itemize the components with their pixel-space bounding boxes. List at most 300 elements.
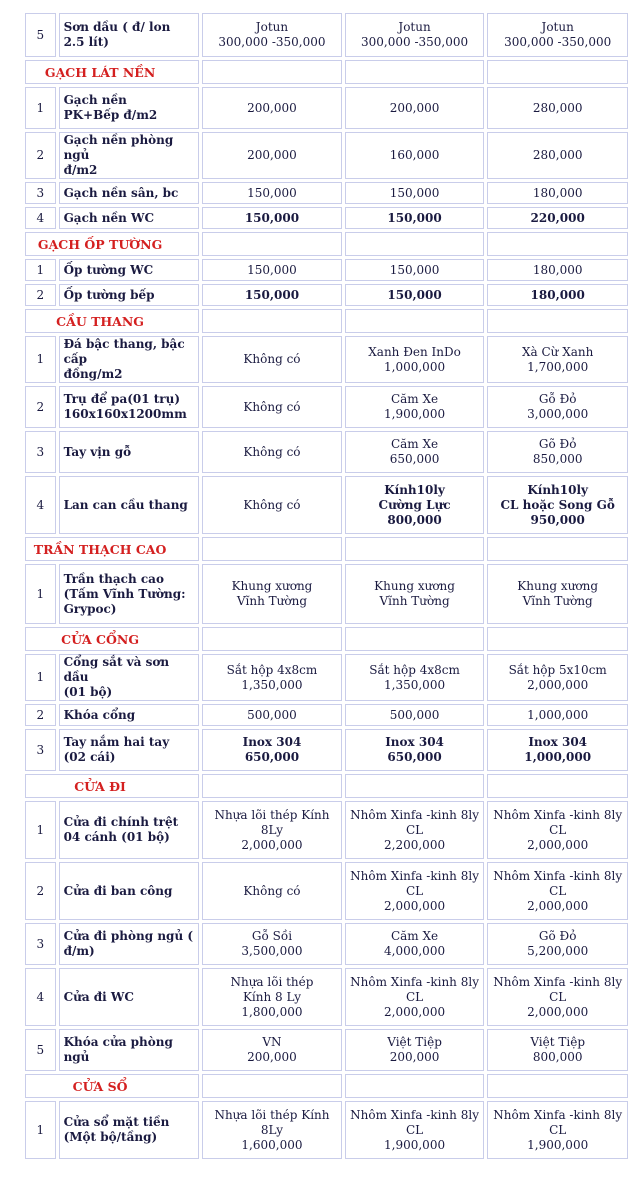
option-3-cell xyxy=(487,654,628,701)
cell-line: 3,500,000 xyxy=(241,944,303,958)
cell-line: Sắt hộp 4x8cm xyxy=(226,662,318,677)
cell-line: Nhựa lõi thép xyxy=(230,974,314,989)
table-row xyxy=(25,923,628,965)
option-3-cell xyxy=(487,1029,628,1071)
section-header-row xyxy=(25,309,628,333)
cell-line: CL xyxy=(405,822,424,837)
cell-line: CL xyxy=(549,822,567,837)
empty-cell xyxy=(345,232,485,256)
cell-line: CL hoặc Song Gỗ xyxy=(500,497,615,512)
empty-cell xyxy=(202,1074,342,1098)
cell-line: Cửa đi chính trệt xyxy=(63,815,179,829)
table-row xyxy=(25,862,628,920)
option-2-cell xyxy=(345,862,485,920)
option-1-cell xyxy=(202,704,342,726)
row-number: 3 xyxy=(25,729,56,771)
item-name-cell xyxy=(59,182,200,204)
option-3-cell xyxy=(487,386,628,428)
cell-line: Nhôm Xinfa -kinh 8ly xyxy=(350,807,479,822)
option-3-cell xyxy=(487,564,628,624)
cell-line: 1,700,000 xyxy=(527,359,589,374)
cell-line: Khóa cửa phòng ngủ xyxy=(63,1035,173,1064)
cell-line: Nhôm Xinfa -kinh 8ly xyxy=(493,1107,623,1122)
cell-line: Kính10ly xyxy=(527,482,589,497)
cell-line: Nhựa lõi thép Kính 8Ly xyxy=(214,1107,330,1137)
cell-line: 500,000 xyxy=(389,707,440,722)
cell-line: 150,000 xyxy=(247,185,297,200)
empty-cell xyxy=(487,309,628,333)
section-header-row xyxy=(25,60,628,84)
row-number: 1 xyxy=(25,259,56,281)
section-title: TRẦN THẠCH CAO xyxy=(25,537,199,561)
cell-line: Xanh Đen InDo xyxy=(368,344,461,359)
cell-line: 160,000 xyxy=(389,148,440,162)
cell-line: Tay nắm hai tay xyxy=(63,735,170,749)
row-number: 1 xyxy=(25,87,56,129)
cell-line: Sơn dầu ( đ/ lon 2.5 lít) xyxy=(63,20,171,49)
cell-line: Không có xyxy=(243,399,301,414)
table-row xyxy=(25,182,628,204)
table-row xyxy=(25,13,628,57)
option-2-cell xyxy=(345,1029,485,1071)
cell-line: 300,000 -350,000 xyxy=(218,35,326,49)
cell-line: 2,000,000 xyxy=(527,837,589,852)
cell-line: đ/m2 xyxy=(63,163,98,177)
table-row xyxy=(25,801,628,859)
table-row xyxy=(25,336,628,383)
cell-line: Nhôm Xinfa -kinh 8ly xyxy=(350,1107,479,1122)
option-2-cell xyxy=(345,132,485,179)
cell-line: 5,200,000 xyxy=(527,944,589,958)
option-2-cell xyxy=(345,386,485,428)
row-number: 4 xyxy=(25,207,56,229)
cell-line: CL xyxy=(405,883,424,898)
item-name-cell xyxy=(59,336,200,383)
option-3-cell xyxy=(487,284,628,306)
cell-line: 150,000 xyxy=(387,210,442,225)
cell-line: 180,000 xyxy=(532,185,583,200)
empty-cell xyxy=(202,537,342,561)
row-number: 2 xyxy=(25,862,56,920)
option-1-cell xyxy=(202,862,342,920)
cell-line: 200,000 xyxy=(247,100,297,115)
cell-line: Jotun xyxy=(541,20,574,34)
option-3-cell xyxy=(487,968,628,1026)
option-2-cell xyxy=(345,1101,485,1159)
cell-line: Gỗ Đỏ xyxy=(538,392,577,406)
empty-cell xyxy=(202,232,342,256)
table-row xyxy=(25,259,628,281)
item-name-cell xyxy=(59,87,200,129)
table-row xyxy=(25,704,628,726)
cell-line: 650,000 xyxy=(244,750,300,764)
table-row xyxy=(25,1101,628,1159)
option-3-cell xyxy=(487,862,628,920)
option-1-cell xyxy=(202,132,342,179)
cell-line: 280,000 xyxy=(532,148,583,162)
section-header-row xyxy=(25,537,628,561)
item-name-cell xyxy=(59,476,200,534)
empty-cell xyxy=(345,1074,485,1098)
row-number: 4 xyxy=(25,968,56,1026)
cell-line: 850,000 xyxy=(532,452,583,466)
cell-line: (02 cái) xyxy=(63,750,116,764)
cell-line: 150,000 xyxy=(387,287,442,302)
cell-line: VN xyxy=(262,1035,282,1049)
option-3-cell xyxy=(487,259,628,281)
cell-line: Nhôm Xinfa -kinh 8ly xyxy=(350,974,479,989)
empty-cell xyxy=(202,60,342,84)
cell-line: Gỗ Sồi xyxy=(251,929,293,943)
table-row xyxy=(25,968,628,1026)
option-3-cell xyxy=(487,13,628,57)
table-row xyxy=(25,132,628,179)
item-name-cell xyxy=(59,386,200,428)
cell-line: 1,000,000 xyxy=(384,359,446,374)
cell-line: 4,000,000 xyxy=(384,944,446,958)
row-number: 1 xyxy=(25,564,56,624)
cell-line: Kính 8 Ly xyxy=(242,989,301,1004)
option-3-cell xyxy=(487,704,628,726)
cell-line: 200,000 xyxy=(389,1050,440,1064)
cell-line: Cửa đi phòng ngủ ( xyxy=(63,929,194,943)
empty-cell xyxy=(487,627,628,651)
cell-line: Nhôm Xinfa -kinh 8ly xyxy=(350,868,479,883)
cell-line: Việt Tiệp xyxy=(387,1035,442,1049)
section-title: GẠCH ỐP TƯỜNG xyxy=(25,232,199,256)
item-name-cell xyxy=(59,801,200,859)
cell-line: Gạch nền phòng ngủ xyxy=(63,133,174,162)
option-1-cell xyxy=(202,259,342,281)
section-title: GẠCH LÁT NỀN xyxy=(25,60,199,84)
cell-line: Việt Tiệp xyxy=(530,1035,585,1049)
cell-line: 2,000,000 xyxy=(527,677,589,692)
cell-line: Trụ để pa(01 trụ) xyxy=(63,392,181,406)
table-row xyxy=(25,431,628,473)
option-2-cell xyxy=(345,923,485,965)
cell-line: Cổng sắt và sơn dầu xyxy=(63,655,170,684)
cell-line: Cường Lực xyxy=(378,497,451,512)
item-name-cell xyxy=(59,431,200,473)
cell-line: 650,000 xyxy=(387,750,442,764)
cell-line: CL xyxy=(405,989,424,1004)
cell-line: 2,200,000 xyxy=(384,837,446,852)
cell-line: 04 cánh (01 bộ) xyxy=(63,830,170,844)
cell-line: 150,000 xyxy=(389,262,440,277)
cell-line: CL xyxy=(549,1122,567,1137)
item-name-cell xyxy=(59,704,200,726)
option-3-cell xyxy=(487,923,628,965)
empty-cell xyxy=(345,774,485,798)
table-row xyxy=(25,564,628,624)
cell-line: CL xyxy=(549,883,567,898)
section-header-row xyxy=(25,1074,628,1098)
option-2-cell xyxy=(345,207,485,229)
cell-line: Cửa sổ mặt tiền xyxy=(63,1115,170,1129)
cell-line: 1,900,000 xyxy=(384,1137,446,1152)
cell-line: Không có xyxy=(243,497,301,512)
empty-cell xyxy=(345,60,485,84)
option-2-cell xyxy=(345,431,485,473)
row-number: 1 xyxy=(25,336,56,383)
cell-line: 300,000 -350,000 xyxy=(361,35,469,49)
section-header-row xyxy=(25,627,628,651)
option-1-cell xyxy=(202,1101,342,1159)
row-number: 5 xyxy=(25,13,56,57)
row-number: 5 xyxy=(25,1029,56,1071)
cell-line: 1,350,000 xyxy=(241,677,303,692)
cell-line: 1,900,000 xyxy=(527,1137,589,1152)
cell-line: Không có xyxy=(243,444,301,459)
table-row xyxy=(25,476,628,534)
cell-line: Gạch nền xyxy=(63,93,127,107)
empty-cell xyxy=(487,537,628,561)
option-1-cell xyxy=(202,13,342,57)
section-title: CỬA CỔNG xyxy=(25,627,199,651)
empty-cell xyxy=(345,309,485,333)
cell-line: Vĩnh Tường xyxy=(522,594,593,608)
cell-line: Căm Xe xyxy=(390,929,439,943)
option-2-cell xyxy=(345,476,485,534)
item-name-cell xyxy=(59,968,200,1026)
empty-cell xyxy=(487,774,628,798)
empty-cell xyxy=(202,309,342,333)
cell-line: 800,000 xyxy=(387,512,442,527)
row-number: 2 xyxy=(25,386,56,428)
cell-line: Inox 304 xyxy=(385,735,444,749)
cell-line: 280,000 xyxy=(532,100,583,115)
table-row xyxy=(25,284,628,306)
cell-line: CL xyxy=(405,1122,424,1137)
option-2-cell xyxy=(345,284,485,306)
cell-line: Nhựa lõi thép Kính 8Ly xyxy=(214,807,330,837)
row-number: 3 xyxy=(25,431,56,473)
section-title: CỬA ĐI xyxy=(25,774,199,798)
cell-line: Sắt hộp 5x10cm xyxy=(508,662,607,677)
row-number: 1 xyxy=(25,654,56,701)
cell-line: Jotun xyxy=(255,20,289,34)
cell-line: Sắt hộp 4x8cm xyxy=(369,662,460,677)
item-name-cell xyxy=(59,862,200,920)
option-1-cell xyxy=(202,1029,342,1071)
empty-cell xyxy=(345,537,485,561)
item-name-cell xyxy=(59,564,200,624)
section-header-row xyxy=(25,232,628,256)
cell-line: Trần thạch cao xyxy=(63,571,164,586)
cell-line: 3,000,000 xyxy=(527,407,589,421)
cell-line: Gạch nền sân, bc xyxy=(63,185,179,200)
item-name-cell xyxy=(59,13,200,57)
cell-line: 220,000 xyxy=(530,210,585,225)
empty-cell xyxy=(487,1074,628,1098)
option-2-cell xyxy=(345,336,485,383)
option-1-cell xyxy=(202,729,342,771)
option-2-cell xyxy=(345,13,485,57)
cell-line: Căm Xe xyxy=(390,392,439,406)
row-number: 1 xyxy=(25,1101,56,1159)
option-3-cell xyxy=(487,729,628,771)
option-2-cell xyxy=(345,968,485,1026)
empty-cell xyxy=(487,232,628,256)
cell-line: Grypoc) xyxy=(63,601,117,616)
option-1-cell xyxy=(202,564,342,624)
option-1-cell xyxy=(202,336,342,383)
cell-line: 150,000 xyxy=(244,210,300,225)
section-title: CẦU THANG xyxy=(25,309,199,333)
cell-line: Nhôm Xinfa -kinh 8ly xyxy=(493,974,623,989)
row-number: 3 xyxy=(25,182,56,204)
cell-line: 500,000 xyxy=(247,707,297,722)
cell-line: Không có xyxy=(243,352,301,366)
cell-line: 2,000,000 xyxy=(384,898,446,913)
option-3-cell xyxy=(487,336,628,383)
option-2-cell xyxy=(345,564,485,624)
cell-line: Khung xương xyxy=(231,579,313,593)
option-1-cell xyxy=(202,431,342,473)
cell-line: Gõ Đỏ xyxy=(538,437,577,451)
cell-line: Nhôm Xinfa -kinh 8ly xyxy=(493,868,623,883)
option-2-cell xyxy=(345,704,485,726)
row-number: 2 xyxy=(25,132,56,179)
item-name-cell xyxy=(59,259,200,281)
cell-line: đ/m) xyxy=(63,944,95,958)
option-2-cell xyxy=(345,182,485,204)
option-1-cell xyxy=(202,207,342,229)
cell-line: đồng/m2 xyxy=(63,367,123,381)
row-number: 3 xyxy=(25,923,56,965)
option-1-cell xyxy=(202,87,342,129)
cell-line: 2,000,000 xyxy=(527,898,589,913)
row-number: 1 xyxy=(25,801,56,859)
option-3-cell xyxy=(487,132,628,179)
item-name-cell xyxy=(59,207,200,229)
cell-line: 180,000 xyxy=(530,287,585,302)
table-row xyxy=(25,729,628,771)
cell-line: (Một bộ/tầng) xyxy=(63,1130,158,1144)
option-3-cell xyxy=(487,801,628,859)
item-name-cell xyxy=(59,1029,200,1071)
cell-line: 2,000,000 xyxy=(241,837,303,852)
option-1-cell xyxy=(202,284,342,306)
empty-cell xyxy=(202,627,342,651)
cell-line: Gõ Đỏ xyxy=(538,929,577,943)
section-header-row xyxy=(25,774,628,798)
cell-line: Vĩnh Tường xyxy=(236,594,308,608)
cell-line: 1,900,000 xyxy=(384,407,446,421)
empty-cell xyxy=(202,774,342,798)
cell-line: 150,000 xyxy=(244,287,300,302)
table-row xyxy=(25,386,628,428)
cell-line: Đá bậc thang, bậc cấp xyxy=(63,337,185,366)
cell-line: 950,000 xyxy=(530,512,585,527)
cell-line: Cửa đi WC xyxy=(63,989,134,1004)
empty-cell xyxy=(487,60,628,84)
cell-line: Khóa cổng xyxy=(63,707,136,722)
pricing-table-body xyxy=(25,13,628,1159)
cell-line: Khung xương xyxy=(374,579,455,593)
pricing-table xyxy=(22,10,631,1162)
cell-line: Khung xương xyxy=(517,579,599,593)
item-name-cell xyxy=(59,284,200,306)
option-2-cell xyxy=(345,729,485,771)
cell-line: Căm Xe xyxy=(390,437,439,451)
cell-line: 300,000 -350,000 xyxy=(504,35,612,49)
option-1-cell xyxy=(202,923,342,965)
option-3-cell xyxy=(487,207,628,229)
item-name-cell xyxy=(59,654,200,701)
cell-line: Ốp tường bếp xyxy=(63,287,155,302)
table-row xyxy=(25,1029,628,1071)
item-name-cell xyxy=(59,923,200,965)
cell-line: Xà Cừ Xanh xyxy=(521,344,594,359)
option-2-cell xyxy=(345,259,485,281)
cell-line: Không có xyxy=(243,883,301,898)
cell-line: Tay vịn gỗ xyxy=(63,444,132,459)
cell-line: 150,000 xyxy=(389,185,440,200)
row-number: 2 xyxy=(25,704,56,726)
empty-cell xyxy=(345,627,485,651)
cell-line: 200,000 xyxy=(247,148,297,162)
cell-line: PK+Bếp đ/m2 xyxy=(63,108,158,122)
option-2-cell xyxy=(345,654,485,701)
cell-line: 1,350,000 xyxy=(384,677,446,692)
cell-line: 1,000,000 xyxy=(524,750,592,764)
cell-line: 1,000,000 xyxy=(527,707,589,722)
cell-line: 650,000 xyxy=(389,452,440,466)
option-1-cell xyxy=(202,386,342,428)
cell-line: 800,000 xyxy=(532,1050,583,1064)
row-number: 2 xyxy=(25,284,56,306)
cell-line: 180,000 xyxy=(532,262,583,277)
cell-line: CL xyxy=(549,989,567,1004)
table-row xyxy=(25,654,628,701)
cell-line: Lan can cầu thang xyxy=(63,497,188,512)
cell-line: 200,000 xyxy=(247,1050,297,1064)
cell-line: Nhôm Xinfa -kinh 8ly xyxy=(493,807,623,822)
option-1-cell xyxy=(202,182,342,204)
cell-line: 150,000 xyxy=(247,262,297,277)
table-row xyxy=(25,87,628,129)
cell-line: Jotun xyxy=(398,20,431,34)
cell-line: (01 bộ) xyxy=(63,685,113,699)
option-1-cell xyxy=(202,476,342,534)
option-3-cell xyxy=(487,1101,628,1159)
cell-line: 1,800,000 xyxy=(241,1004,303,1019)
option-1-cell xyxy=(202,968,342,1026)
cell-line: 200,000 xyxy=(389,100,440,115)
cell-line: Inox 304 xyxy=(528,735,588,749)
option-3-cell xyxy=(487,182,628,204)
cell-line: 2,000,000 xyxy=(527,1004,589,1019)
option-1-cell xyxy=(202,801,342,859)
option-3-cell xyxy=(487,87,628,129)
cell-line: Inox 304 xyxy=(242,735,302,749)
cell-line: Vĩnh Tường xyxy=(379,594,450,608)
cell-line: Kính10ly xyxy=(384,482,445,497)
table-row xyxy=(25,207,628,229)
cell-line: 2,000,000 xyxy=(384,1004,446,1019)
option-3-cell xyxy=(487,431,628,473)
item-name-cell xyxy=(59,132,200,179)
cell-line: 1,600,000 xyxy=(241,1137,303,1152)
cell-line: 160x160x1200mm xyxy=(63,407,187,421)
option-2-cell xyxy=(345,87,485,129)
section-title: CỬA SỔ xyxy=(25,1074,199,1098)
cell-line: Ốp tường WC xyxy=(63,262,154,277)
item-name-cell xyxy=(59,1101,200,1159)
option-1-cell xyxy=(202,654,342,701)
option-2-cell xyxy=(345,801,485,859)
